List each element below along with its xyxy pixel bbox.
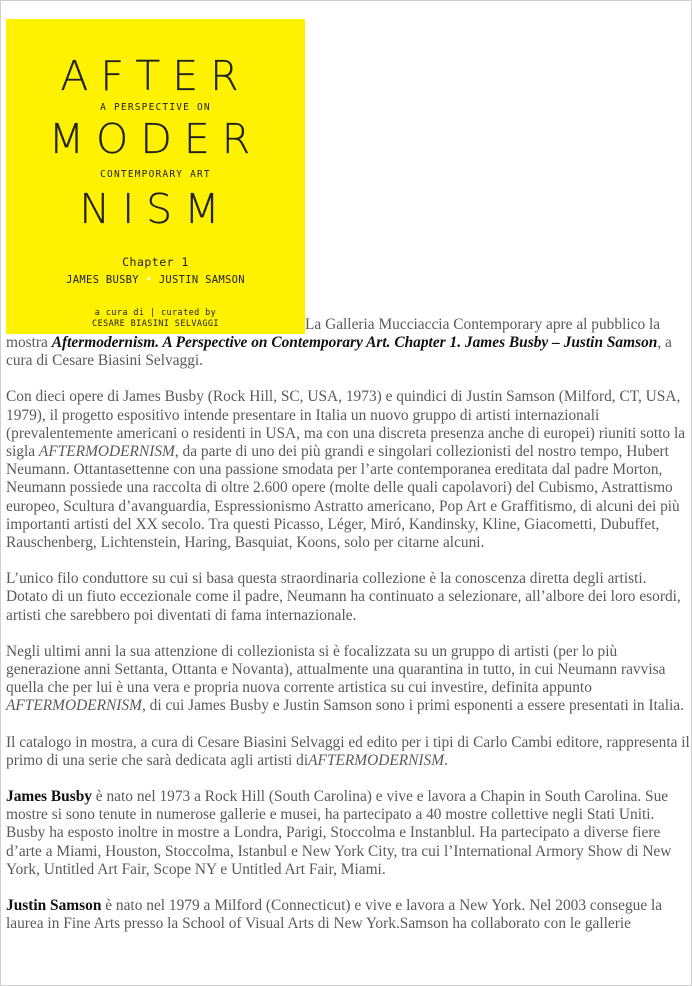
p5-text-a: Il catalogo in mostra, a cura di Cesare Biasini Selvaggi ed edito per i tipi di Carlo Cambi editore, rappresenta il primo di una serie che sarà dedicata agli artisti di (6, 733, 690, 769)
p2-text-a: Con dieci opere di James Busby (Rock Hill, SC, USA, 1973) e quindici di Justin Samson (Milford, CT, USA, 1979), il progetto espositivo intende presentare in Italia un nuovo gruppo di artisti internazionali (prevalentemente americani o residenti in USA, ma con una discreta presenza anche di europei) riuniti sotto la sigla (6, 388, 686, 461)
cover-artists (6, 271, 305, 289)
cover-title-line-3: NISM (79, 185, 232, 233)
exhibition-title: Aftermodernism. A Perspective on Contemporary Art. Chapter 1. James Busby – Justin Samson (51, 334, 658, 351)
article-body (1, 1, 690, 933)
busby-bio: è nato nel 1973 a Rock Hill (South Carolina) e vive e lavora a Chapin in South Carolina. Sue mostre si sono tenute in numerose gallerie e musei, ha partecipato a 40 mostre collettive negli Stati Uniti. Busby ha esposto inoltre in mostre a Londra, Parigi, Stoccolma e Instanblul. Ha partecipato a diverse fiere d’arte a Miami, Houston, Stoccolma, Istanbul e New York City, tra cui l’International Armory Show di New York, Untitled Art Fair, Scope NY e Untitled Art Fair, Miami. (6, 788, 672, 878)
cover-curated-by: a cura di | curated by (94, 308, 217, 318)
p2-text-b: , da parte di uno dei più grandi e singolari collezionisti del nostro tempo, Hubert Neumann. Ottantasettenne con una passione smodata per l’arte contemporanea ereditata dal padre Morton, Neumann possiede una raccolta di oltre 2.600 opere (molte delle quali capolavori) del Cubismo, Astrattismo europeo, Scultura d’avanguardia, Espressionismo Astratto americano, Pop Art e Graffitismo, di alcuni dei più importanti artisti del XX secolo. Tra questi Picasso, Léger, Miró, Kandinsky, Kline, Giacometti, Dubuffet, Rauschenberg, Lichtenstein, Haring, Basquiat, Koons, solo per citarne alcuni. (6, 443, 680, 552)
artist-name-busby: James Busby (6, 788, 92, 806)
cover-title-line-1: AFTER (60, 52, 251, 100)
paragraph-justin-samson (6, 897, 690, 933)
paragraph-recent-years (6, 643, 690, 716)
p4-text-a: Negli ultimi anni la sua attenzione di collezionista si è focalizzata su un gruppo di artisti (per lo più generazione anni Settanta, Ottanta e Novanta), attualmente una quarantina in tutto, in cui Neumann ravvisa quella che per lui è una vera e propria nuova corrente artistica su cui investire, definita appunto (6, 642, 666, 697)
paragraph-common-thread: L’unico filo conduttore su cui si basa questa straordinaria collezione è la conoscenza diretta degli artisti. Dotato di un fiuto eccezionale come il padre, Neumann ha continuato a selezionare, all’albore dei loro esordi, artisti che sarebbero poi diventati di fama internazionale. (6, 570, 681, 624)
paragraph-james-busby (6, 788, 690, 879)
artist-name-samson: Justin Samson (6, 897, 102, 915)
cover-chapter: Chapter 1 (122, 255, 189, 269)
cover-separator: • (145, 274, 153, 286)
cover-curator: CESARE BIASINI SELVAGGI (92, 319, 219, 329)
p4-text-b: , di cui James Busby e Justin Samson sono i primi esponenti a essere presentati in Italia. (141, 697, 684, 715)
p2-emphasis: AFTERMODERNISM (38, 443, 175, 461)
cover-artist-2: JUSTIN SAMSON (158, 274, 245, 286)
cover-subtitle-2: CONTEMPORARY ART (100, 169, 211, 180)
cover-title-line-2: MODER (48, 115, 263, 163)
intro-text-b: , a cura di Cesare Biasini Selvaggi. (6, 334, 672, 370)
intro-paragraph (6, 19, 690, 370)
intro-text-a: La Galleria Mucciaccia Contemporary apre al pubblico la mostra (6, 315, 661, 351)
p5-emphasis: AFTERMODERNISM (308, 751, 445, 769)
p5-text-b: . (444, 751, 448, 769)
p4-emphasis: AFTERMODERNISM (6, 697, 142, 715)
cover-artist-1: JAMES BUSBY (66, 274, 139, 286)
cover-subtitle-1: A PERSPECTIVE ON (100, 102, 211, 113)
samson-bio: è nato nel 1979 a Milford (Connecticut) e vive e lavora a New York. Nel 2003 consegue la laurea in Fine Arts presso la School of Visual Arts di New York.Samson ha collaborato con le gallerie (6, 897, 663, 933)
paragraph-collection (6, 388, 690, 552)
paragraph-catalogue (6, 734, 690, 770)
exhibition-cover-image (6, 19, 305, 334)
